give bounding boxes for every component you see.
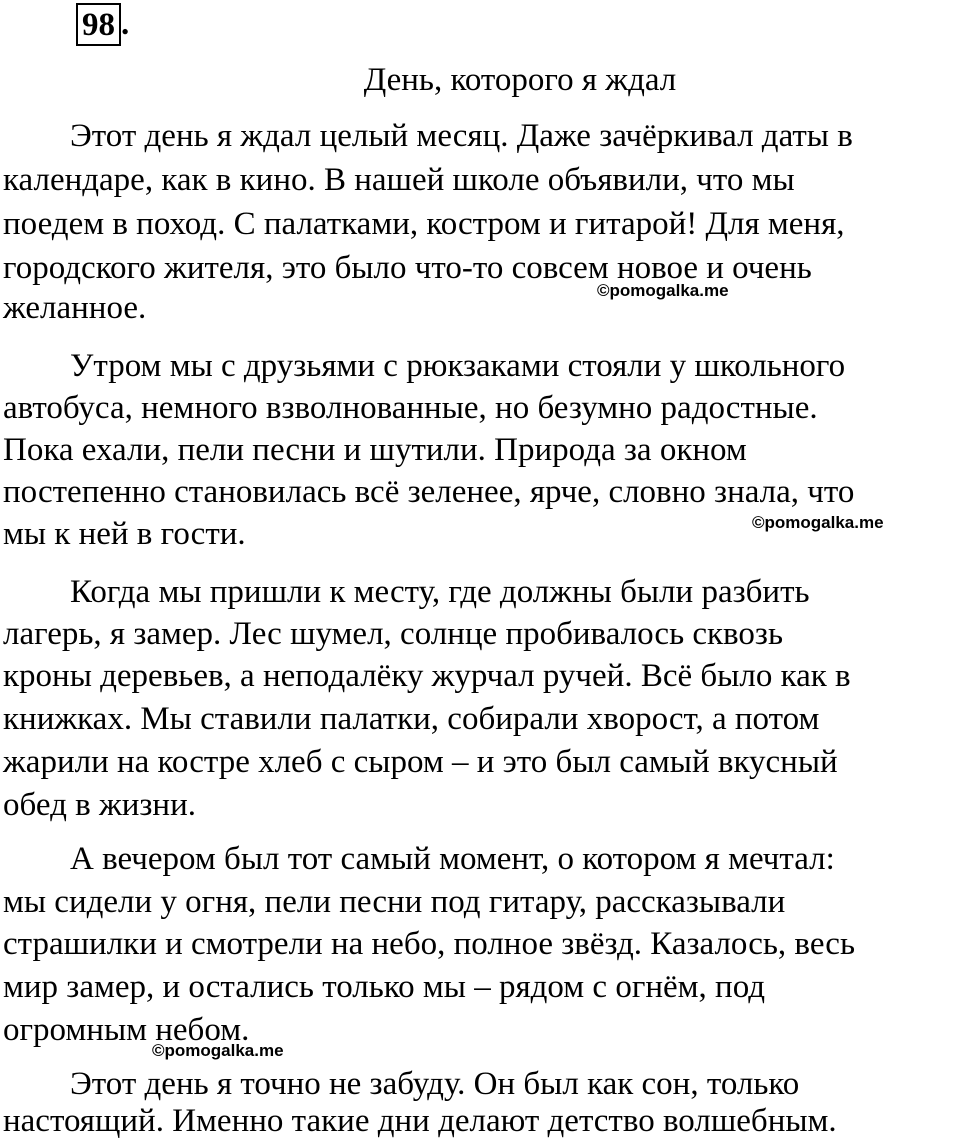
paragraph-4-line-2: мы сидели у огня, пели песни под гитару, рассказывали bbox=[3, 884, 786, 920]
paragraph-3-line-2: лагерь, я замер. Лес шумел, солнце пробивалось сквозь bbox=[3, 616, 783, 652]
paragraph-4-line-5: огромным небом. bbox=[3, 1012, 250, 1048]
watermark: ©pomogalka.me bbox=[152, 1041, 284, 1060]
paragraph-3-line-6: обед в жизни. bbox=[3, 787, 197, 823]
watermark: ©pomogalka.me bbox=[597, 281, 729, 300]
essay-title: День, которого я ждал bbox=[363, 62, 677, 98]
paragraph-2-line-1: Утром мы с друзьями с рюкзаками стояли у школьного bbox=[70, 348, 846, 384]
task-number-dot: . bbox=[121, 5, 130, 42]
paragraph-5-line-2: настоящий. Именно такие дни делают детство волшебным. bbox=[3, 1103, 837, 1139]
paragraph-3-line-3: кроны деревьев, а неподалёку журчал ручей. Всё было как в bbox=[3, 658, 851, 694]
paragraph-1-line-4: городского жителя, это было что-то совсем новое и очень bbox=[3, 250, 812, 286]
paragraph-3-line-1: Когда мы пришли к месту, где должны были разбить bbox=[70, 574, 810, 610]
watermark: ©pomogalka.me bbox=[752, 513, 884, 532]
paragraph-5-line-1: Этот день я точно не забуду. Он был как сон, только bbox=[70, 1066, 800, 1102]
paragraph-1-line-1: Этот день я ждал целый месяц. Даже зачёркивал даты в bbox=[70, 118, 853, 154]
paragraph-2-line-2: автобуса, немного взволнованные, но безумно радостные. bbox=[3, 390, 818, 426]
paragraph-2-line-3: Пока ехали, пели песни и шутили. Природа за окном bbox=[3, 432, 747, 468]
task-number-box: 98 bbox=[76, 3, 121, 46]
paragraph-4-line-3: страшилки и смотрели на небо, полное звёзд. Казалось, весь bbox=[3, 926, 855, 962]
paragraph-1-line-3: поедем в поход. С палатками, костром и гитарой! Для меня, bbox=[3, 206, 845, 242]
paragraph-1-line-2: календаре, как в кино. В нашей школе объявили, что мы bbox=[3, 162, 795, 198]
paragraph-2-line-5: мы к ней в гости. bbox=[3, 516, 246, 552]
paragraph-3-line-5: жарили на костре хлеб с сыром – и это был самый вкусный bbox=[3, 744, 838, 780]
paragraph-2-line-4: постепенно становилась всё зеленее, ярче, словно знала, что bbox=[3, 474, 855, 510]
paragraph-4-line-4: мир замер, и остались только мы – рядом с огнём, под bbox=[3, 969, 766, 1005]
task-number bbox=[76, 4, 129, 44]
paragraph-3-line-4: книжках. Мы ставили палатки, собирали хворост, а потом bbox=[3, 701, 820, 737]
paragraph-4-line-1: А вечером был тот самый момент, о котором я мечтал: bbox=[70, 841, 835, 877]
paragraph-1-line-5: желанное. bbox=[3, 290, 147, 326]
